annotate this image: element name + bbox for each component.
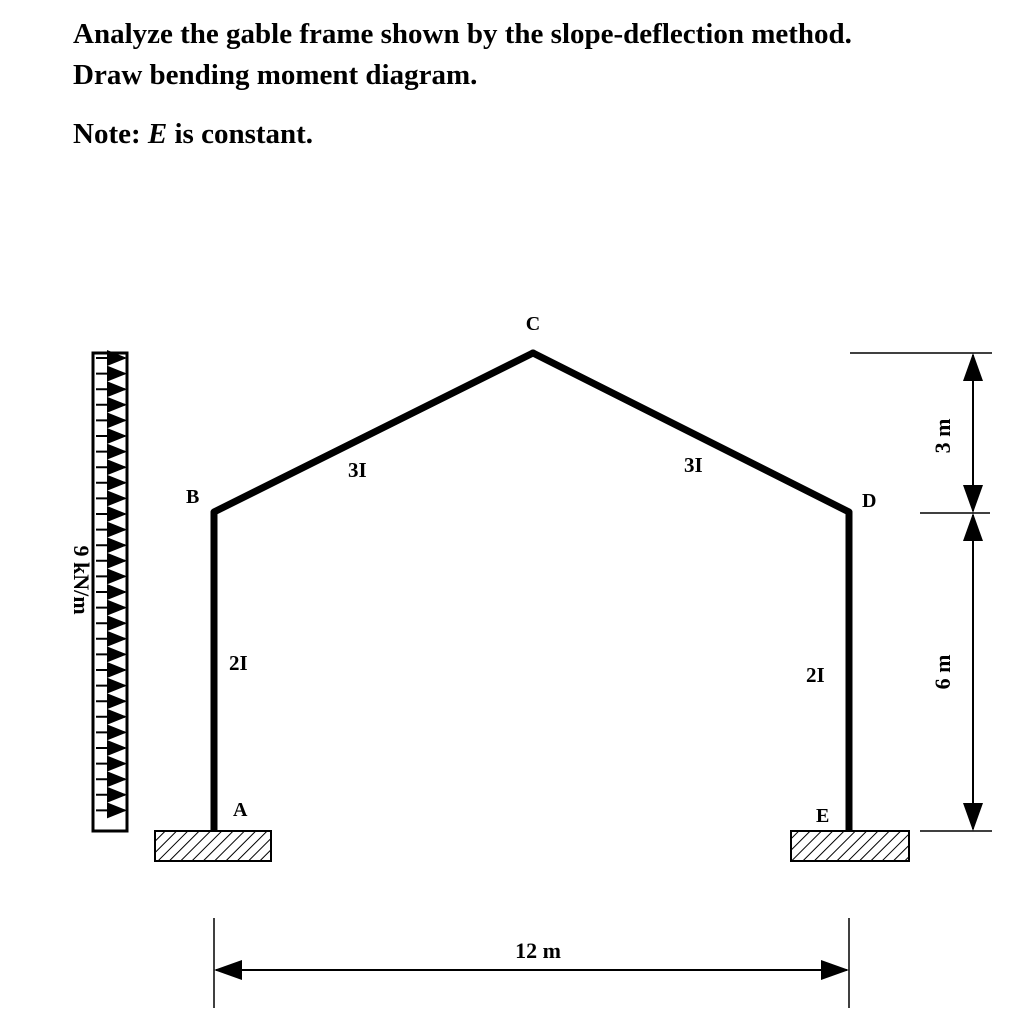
- joint-E-label: E: [816, 805, 830, 827]
- span-dimension: [214, 918, 849, 1008]
- member-CD-label: 3I: [684, 453, 703, 477]
- support-E: [791, 831, 909, 861]
- distributed-load: [93, 353, 127, 831]
- rise-label: 3 m: [930, 418, 955, 454]
- member-CD: [533, 353, 849, 512]
- support-A: [155, 831, 271, 861]
- member-DE-label: 2I: [806, 663, 825, 687]
- frame: [214, 353, 849, 831]
- joint-B-label: B: [186, 486, 200, 508]
- column-height-label: 6 m: [930, 654, 955, 690]
- load-arrows: [96, 358, 125, 810]
- member-BC: [214, 353, 533, 512]
- span-label: 12 m: [515, 938, 561, 963]
- member-AB-label: 2I: [229, 651, 248, 675]
- joint-C-label: C: [525, 313, 541, 335]
- joint-A-label: A: [233, 799, 248, 821]
- height-dimensions: [850, 353, 992, 831]
- note-line: Note: E is constant.: [73, 118, 314, 150]
- load-label: 9 kN/m: [69, 545, 94, 615]
- problem-line-1: Analyze the gable frame shown by the slope-deflection method.: [73, 18, 852, 50]
- problem-line-2: Draw bending moment diagram.: [73, 59, 478, 91]
- joint-D-label: D: [862, 490, 877, 512]
- member-BC-label: 3I: [348, 458, 367, 482]
